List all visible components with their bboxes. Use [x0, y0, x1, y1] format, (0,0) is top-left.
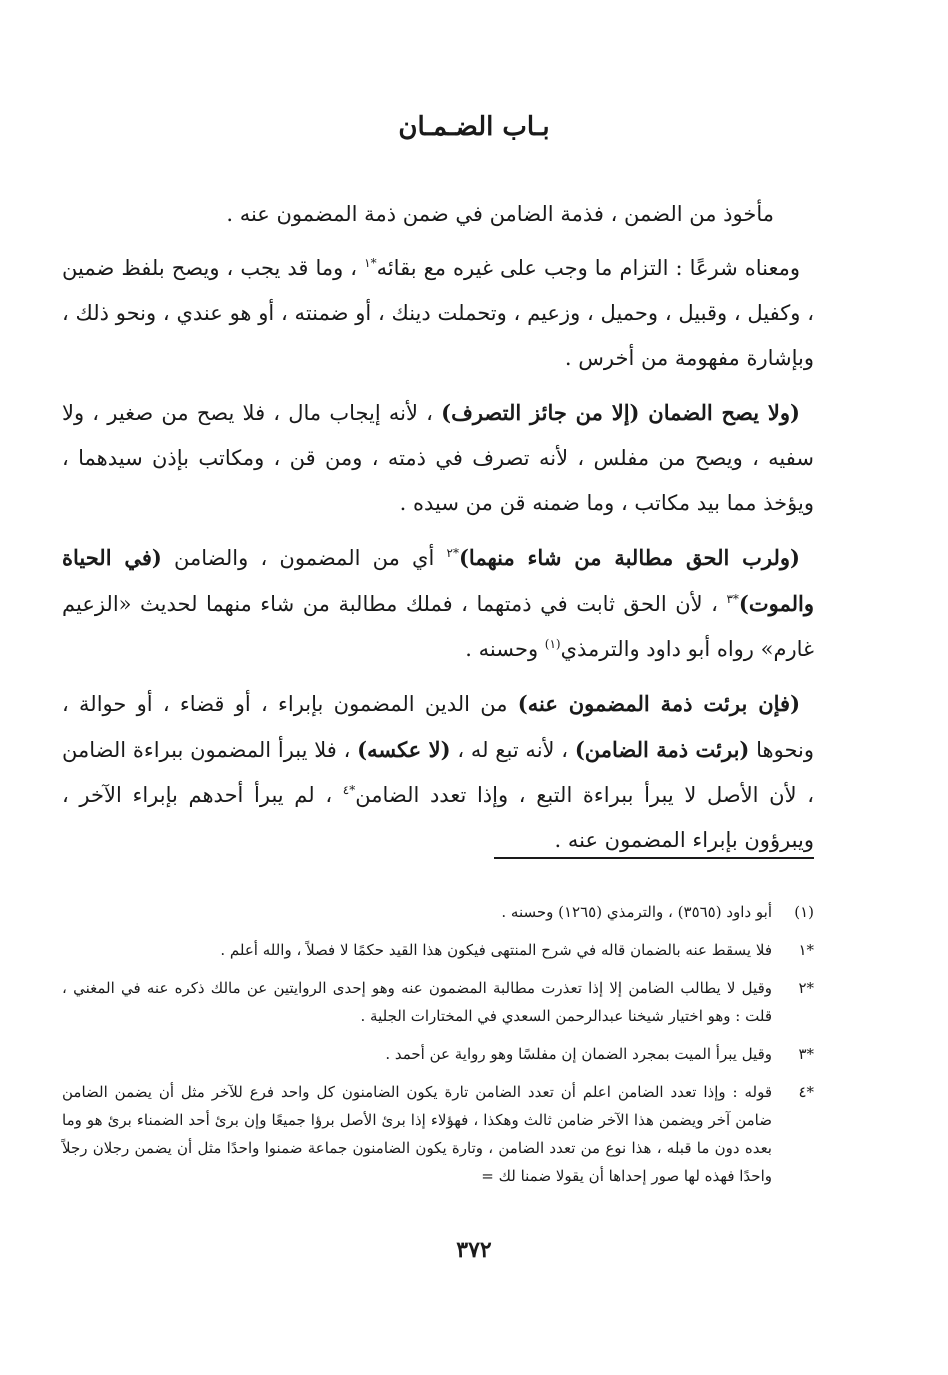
sharh-text: وحسنه .: [465, 637, 545, 661]
paragraph-3: [62, 390, 814, 526]
sharh-text: أي من المضمون ، والضامن: [161, 546, 447, 570]
footnote-marker-4[interactable]: *٤: [342, 783, 356, 797]
footnote-text: وقيل لا يطالب الضامن إلا إذا تعذرت مطالبة المضمون عنه وهو إحدى الروايتين عن مالك ذكره عنه في المغني ، قلت : وهو اختيار شيخنا عبدالرحمن السعدي في المختارات الجلية .: [62, 979, 772, 1025]
chapter-title: بـاب الضـمـان: [398, 112, 550, 142]
sharh-text: ، لأنه إيجاب مال ، فلا يصح من صغير ، ولا سفيه ، ويصح من مفلس ، لأنه تصرف في ذمته ، ومن قن ، ومكاتب بإذن سيدهما ، ويؤخذ مما بيد مكاتب ، وما ضمنه قن من سيده .: [62, 401, 814, 515]
footnote-4-entry: [62, 1078, 814, 1190]
footnote-ref-1[interactable]: (١): [544, 637, 561, 651]
footnote-marker-3[interactable]: *٣: [726, 592, 739, 606]
footnote-mark: *٤: [798, 1083, 814, 1101]
matn-text: (برئت ذمة الضامن): [574, 737, 750, 762]
footnote-divider: [494, 857, 814, 859]
footnote-mark: *٣: [798, 1045, 814, 1063]
paragraph-2-part-b: ، وما قد يجب ، ويصح بلفظ ضمين ، وكفيل ، وقبيل ، وحميل ، وزعيم ، وتحملت دينك ، أو ضمنته ، أو هو عندي ، ونحو ذلك ، وبإشارة مفهومة من أخرس .: [62, 256, 814, 370]
footnote-3-entry: [62, 1040, 814, 1068]
footnote-mark: (١): [794, 903, 814, 921]
footnote-text: قوله : وإذا تعدد الضامن اعلم أن تعدد الضامن تارة يكون الضامنون كل واحد فرع للآخر مثل أن يضمن الضامن ضامن آخر ويضمن هذا الآخر ضامن ثالث وهكذا ، فهؤلاء إذا برئ الأصل برؤا جميعًا وإن برئ أحد الضمناء برئ هو وما بعده دون ما قبله ، هذا نوع من تعدد الضامن ، وتارة يكون الضامنون جماعة ضمنوا واحدًا مثل أن يضمن رجلان رجلاً واحدًا فهذه لها صور إحداها أن يقولا ضمنا لك =: [62, 1083, 772, 1185]
footnote-mark: *٢: [798, 979, 814, 997]
footnotes: [62, 898, 814, 1200]
paragraph-2: [62, 246, 814, 381]
matn-text: (لا عكسه): [357, 737, 451, 762]
footnote-mark: *١: [798, 941, 814, 959]
footnote-text: وقيل يبرأ الميت بمجرد الضمان إن مفلسًا وهو رواية عن أحمد .: [385, 1045, 772, 1063]
sharh-text: من الدين المضمون بإبراء ، أو قضاء ، أو حوالة ، ونحوها: [62, 692, 815, 762]
footnote-2-entry: [62, 974, 814, 1030]
paragraph-1: مأخوذ من الضمن ، فذمة الضامن في ضمن ذمة المضمون عنه .: [226, 202, 774, 226]
matn-text: (في الحياة والموت): [62, 545, 814, 616]
matn-text: (فإن برئت ذمة المضمون عنه): [517, 691, 801, 716]
main-text: [62, 192, 814, 872]
footnote-text: أبو داود (٣٥٦٥) ، والترمذي (١٢٦٥) وحسنه .: [501, 903, 772, 921]
page-number: ٣٧٢: [456, 1237, 492, 1263]
footnote-1-entry: [62, 936, 814, 964]
matn-text: (ولرب الحق مطالبة من شاء منهما): [458, 545, 800, 570]
paragraph-2-part-a: ومعناه شرعًا : التزام ما وجب على غيره مع بقائه: [376, 256, 800, 280]
paragraph-4: [62, 535, 814, 672]
sharh-text: ، لم يبرأ أحدهم بإبراء الآخر ، ويبرؤون بإبراء المضمون عنه .: [62, 783, 814, 852]
footnote-marker-1[interactable]: *١: [364, 256, 377, 270]
sharh-text: ، لأن الحق ثابت في ذمتهما ، فملك مطالبة من شاء منهما لحديث «الزعيم غارم» رواه أبو داود والترمذي: [62, 592, 814, 661]
sharh-text: ، فلا يبرأ المضمون ببراءة الضامن ، لأن الأصل لا يبرأ ببراءة التبع ، وإذا تعدد الضامن: [62, 738, 814, 807]
paragraph-5: [62, 681, 814, 863]
matn-text: (ولا يصح الضمان (إلا من جائز التصرف): [441, 400, 800, 425]
footnote-ref-1-entry: [62, 898, 814, 926]
footnote-text: فلا يسقط عنه بالضمان قاله في شرح المنتهى فيكون هذا القيد حكمًا لا فصلاً ، والله أعلم .: [220, 941, 772, 959]
footnote-marker-2[interactable]: *٢: [446, 546, 459, 560]
sharh-text: ، لأنه تبع له ،: [450, 738, 575, 762]
